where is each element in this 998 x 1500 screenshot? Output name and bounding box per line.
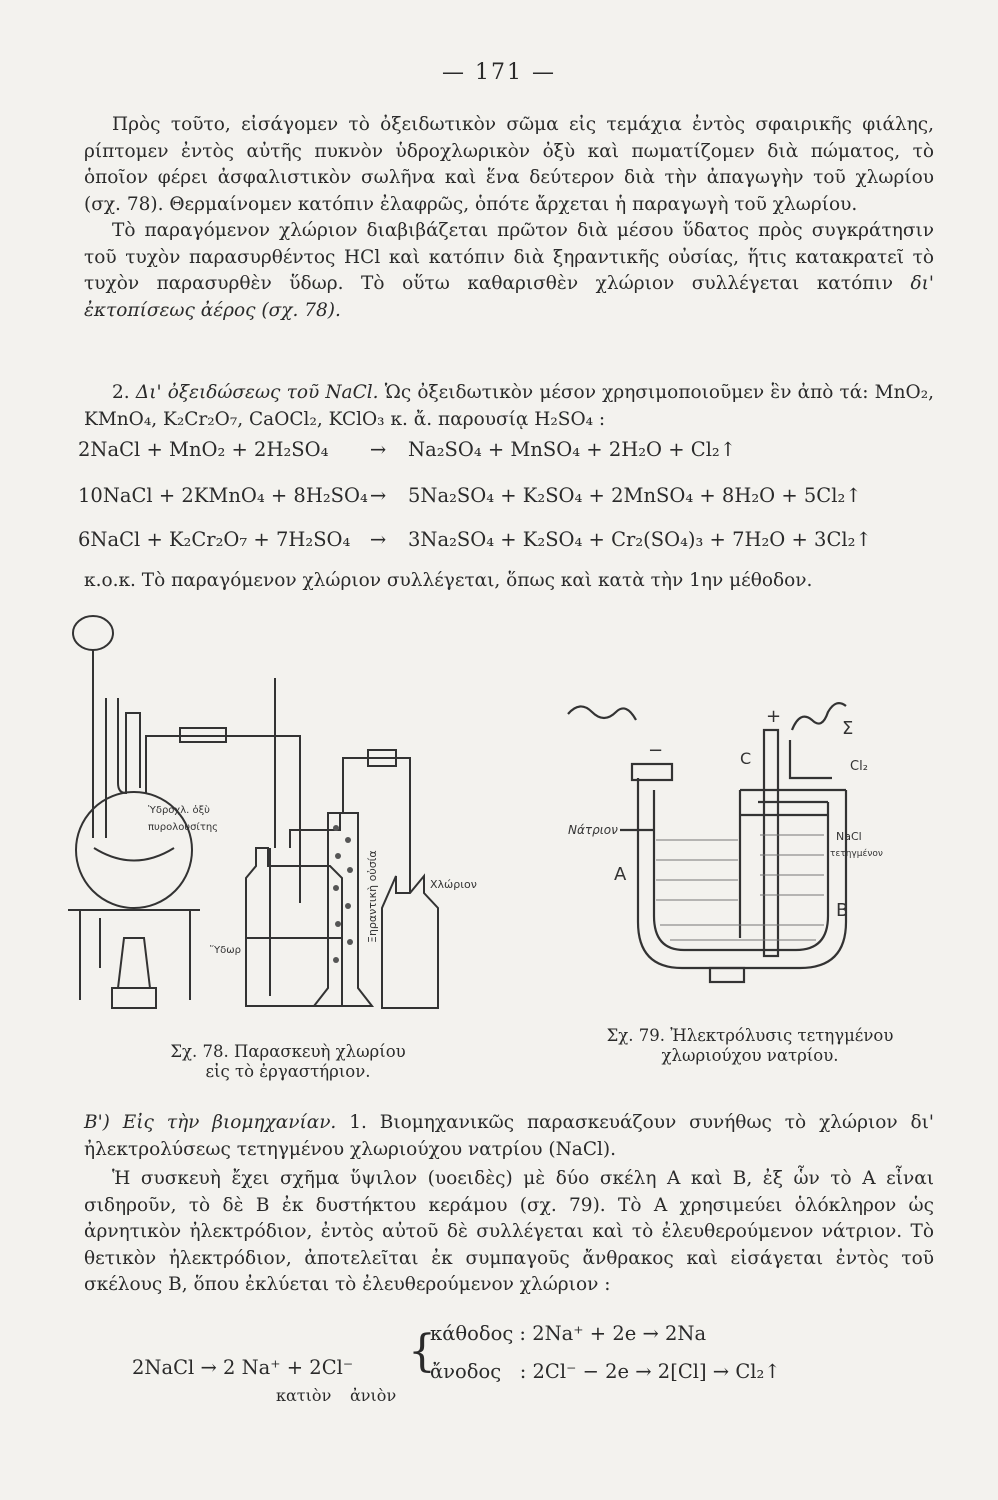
paragraph-procedure-text: Πρὸς τοῦτο, εἰσάγομεν τὸ ὀξειδωτικὸν σῶμα εἰς τεμάχια ἐντὸς σφαιρικῆς φιάλης, ρίπτομεν ἐντὸς αὐτῆς πυκνὸν ὑδροχλωρικὸν ὀξὺ καὶ πωματίζομεν διὰ πώματος, τὸ ὁποῖον φέρει ἀσφαλιστικὸν σωλῆνα καὶ ἕνα δεύτερον διὰ τὴν ἀπαγωγὴν τοῦ χλωρίου (σχ. 78). Θερμαίνομεν κατόπιν ἐλαφρῶς, ὁπότε ἄρχεται ἡ παραγωγὴ τοῦ χλωρίου. [84,114,934,215]
equation-lhs: 2NaCl + MnO₂ + 2H₂SO₄ [78,438,329,461]
paragraph-purification-tail: δι' ἐκτοπίσεως ἀέρος (σχ. 78). [84,273,934,321]
caption-figure-79 [570,1026,930,1066]
ion-label-cation: κατιὸν [276,1386,332,1405]
flask-liquid-level [94,848,174,861]
wire-negative [568,706,636,720]
arrow-icon: → [369,484,387,507]
caption-79-line-1: Σχ. 79. Ἠλεκτρόλυσις τετηγμένου [606,1026,894,1045]
funnel-bulb [73,616,113,650]
section-2 [84,380,934,433]
paragraph-purification [84,218,934,324]
collection-bottle [382,876,438,1008]
tripod [68,910,200,1000]
ion-label-anion: ἀνιὸν [350,1386,397,1405]
figure-79-electrolysis [560,690,890,1020]
page-number: — 171 — [442,60,556,85]
caption-78-line-2: εἰς τὸ ἐργαστήριον. [205,1062,371,1081]
section-2-number: 2. [112,382,130,403]
label-B: B [836,900,849,921]
label-pyrolusite: πυρολουσίτης [148,822,219,833]
equation-rhs: Na₂SO₄ + MnSO₄ + 2H₂O + Cl₂↑ [408,438,737,461]
section-B [84,1110,934,1163]
anode-reaction: ἄνοδος : 2Cl⁻ − 2e → 2[Cl] → Cl₂↑ [430,1360,781,1383]
wire-positive [792,703,846,730]
label-sigma: Σ [842,718,854,739]
section-B-text: 1. Βιομηχανικῶς παρασκευάζουν συνήθως τὸ χλώριον δι' ἠλεκτρολύσεως τετηγμένου χλωριούχου νατρίου (NaCl). [84,1112,934,1160]
section-2-title: Δι' ὀξειδώσεως τοῦ NaCl. [135,382,379,403]
paragraph-collection: κ.ο.κ. Τὸ παραγόμενον χλώριον συλλέγεται, ὅπως καὶ κατὰ τὴν 1ην μέθοδον. [84,570,813,591]
figure-78-apparatus [60,608,500,1028]
arrow-icon: → [369,528,387,551]
cell-cap-A [632,764,672,780]
delivery-tube-2 [290,813,340,848]
label-drying-agent: Ξηραντικὴ οὐσία [366,850,379,943]
label-sodium: Νάτριον [568,823,618,837]
caption-79-line-2: χλωριούχου νατρίου. [661,1046,839,1065]
equation-lhs: 10NaCl + 2KMnO₄ + 8H₂SO₄ [78,484,368,507]
safety-tube [106,698,140,838]
delivery-tube-1 [146,736,300,903]
label-minus: − [648,740,664,761]
paragraph-apparatus [84,1166,934,1299]
equation-lhs: 6NaCl + K₂Cr₂O₇ + 7H₂SO₄ [78,528,351,551]
label-water: Ὕδωρ [210,945,241,956]
arrow-icon: → [369,438,387,461]
chlorine-outlet [790,740,832,778]
label-chlorine: Χλώριον [430,878,477,891]
caption-78-line-1: Σχ. 78. Παρασκευὴ χλωρίου [170,1042,406,1061]
brace-icon: { [408,1326,436,1377]
ionic-equation-lhs: 2NaCl → 2 Na⁺ + 2Cl⁻ [132,1356,354,1379]
cathode-reaction: κάθοδος : 2Na⁺ + 2e → 2Na [430,1322,707,1345]
label-C: C [740,749,752,768]
label-nacl: NaCl [836,830,862,843]
equation-k2cr2o7 [78,528,958,551]
paragraph-purification-text: Τὸ παραγόμενον χλώριον διαβιβάζεται πρῶτον διὰ μέσου ὕδατος πρὸς συγκράτησιν τοῦ τυχὸν παρασυρθέντος HCl καὶ κατόπιν διὰ ξηραντικῆς οὐσίας, ἥτις κατακρατεῖ τὸ τυχὸν παρασυρθὲν ὕδωρ. Τὸ οὕτω καθαρισθὲν χλώριον συλλέγεται κατόπιν [84,220,934,294]
label-molten: τετηγμένον [830,849,883,859]
equation-rhs: 5Na₂SO₄ + K₂SO₄ + 2MnSO₄ + 8H₂O + 5Cl₂↑ [408,484,862,507]
section-2-text: Ὡς ὀξειδωτικὸν μέσον χρησιμοποιοῦμεν ἓν ἀπὸ τά: MnO₂, KMnO₄, K₂Cr₂O₇, CaOCl₂, KClO₃ κ. ἄ. παρουσίᾳ H₂SO₄ : [84,382,934,430]
cell-drain [710,968,744,982]
section-B-title: Β') Εἰς τὴν βιομηχανίαν. [84,1112,337,1133]
caption-figure-78 [128,1042,448,1082]
paragraph-procedure [84,112,934,218]
label-chlorine-gas: Cl₂ [850,759,868,774]
label-hydrochloric-acid: Ὑδροχλ. ὀξὺ [148,805,210,816]
label-A: A [614,864,627,885]
equation-mno2 [78,438,958,461]
paragraph-apparatus-text: Ἡ συσκευὴ ἔχει σχῆμα ὕψιλον (υοειδὲς) μὲ δύο σκέλη A καὶ B, ἐξ ὧν τὸ A εἶναι σιδηροῦν, τὸ δὲ B ἐκ δυστήκτου κεράμου (σχ. 79). Τὸ A χρησιμεύει ὁλόκληρον ὡς ἀρνητικὸν ἠλεκτρόδιον, ἐντὸς αὐτοῦ δὲ συλλέγεται καὶ τὸ ἐλευθερούμενον νάτριον. Τὸ θετικὸν ἠλεκτρόδιον, ἀποτελεῖται ἐκ συμπαγοῦς ἄνθρακος καὶ εἰσάγεται ἐντὸς τοῦ σκέλους B, ὅπου ἐκλύεται τὸ ἐλευθερούμενον χλώριον : [84,1168,934,1295]
equation-kmno4 [78,484,958,507]
bunsen-burner [112,938,156,1008]
carbon-electrode [764,730,778,956]
label-plus: + [766,706,782,727]
equation-rhs: 3Na₂SO₄ + K₂SO₄ + Cr₂(SO₄)₃ + 7H₂O + 3Cl₂↑ [408,528,872,551]
